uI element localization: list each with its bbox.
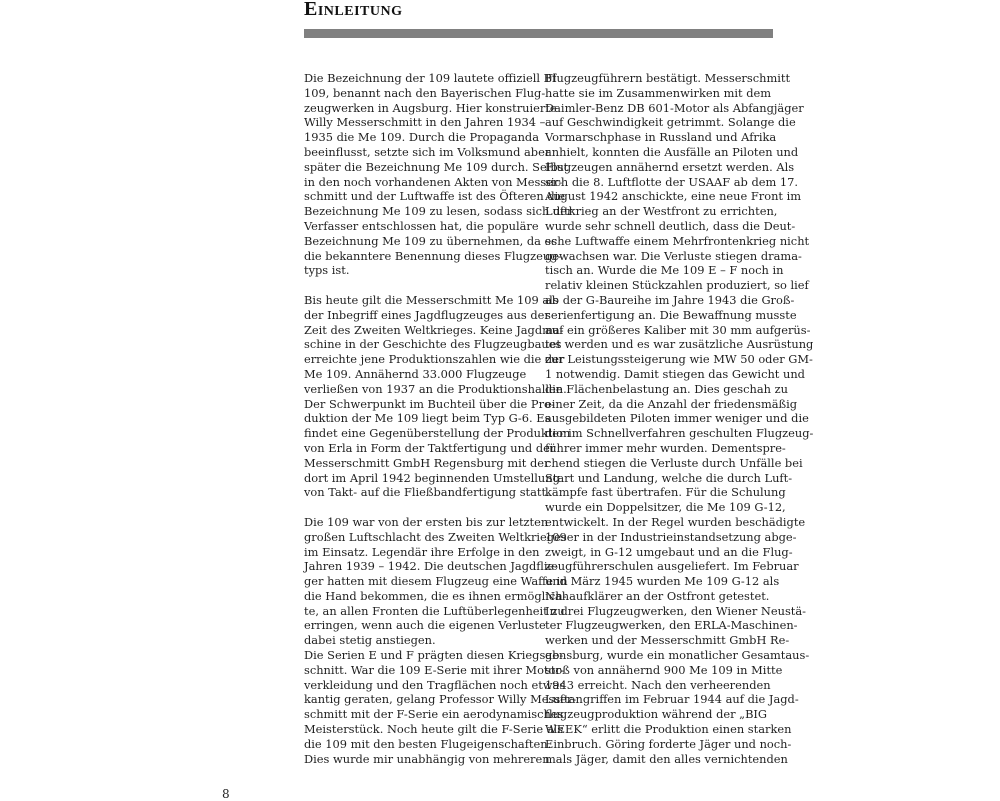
body-text-line: tet werden und es war zusätzliche Ausrüstung	[545, 337, 814, 352]
body-text-line: schmitt mit der F-Serie ein aerodynamisches	[304, 707, 564, 722]
body-text-line: findet eine Gegenüberstellung der Produktion	[304, 426, 571, 441]
body-text-line: dabei stetig anstiegen.	[304, 633, 436, 648]
body-text-line: auf Geschwindigkeit getrimmt. Solange die	[545, 115, 796, 130]
body-text-line: in den noch vorhandenen Akten von Messer-	[304, 174, 563, 189]
body-text-line: Vormarschphase in Russland und Afrika	[545, 130, 777, 145]
body-text-line: Verfasser entschlossen hat, die populäre	[304, 218, 539, 233]
body-text-line: Die 109 war von der ersten bis zur letzten	[304, 514, 549, 529]
text-column-right	[545, 71, 814, 766]
body-text-line: wurde ein Doppelsitzer, die Me 109 G-12,	[545, 500, 786, 515]
body-text-line: August 1942 anschickte, eine neue Front im	[545, 189, 802, 204]
body-text-line: dort im April 1942 beginnenden Umstellung	[304, 470, 560, 485]
body-text-line: Daimler-Benz DB 601-Motor als Abfangjäger	[545, 100, 804, 115]
body-text-line: die bekanntere Benennung dieses Flugzeug-	[304, 248, 562, 263]
body-text-line: Luftkrieg an der Westfront zu errichten,	[545, 204, 778, 219]
body-text-line: im Einsatz. Legendär ihre Erfolge in den	[304, 544, 540, 559]
body-text-line: schmitt und der Luftwaffe ist des Öfteren die	[304, 189, 566, 204]
body-text-line: stoß von annähernd 900 Me 109 in Mitte	[545, 662, 783, 677]
body-text-line: WEEK“ erlitt die Produktion einen starken	[545, 722, 792, 737]
body-text-line: der Inbegriff eines Jagdflugzeuges aus der	[304, 307, 550, 322]
body-text-line: der im Schnellverfahren geschulten Flugzeug-	[545, 426, 814, 441]
body-text-line: 1943 erreicht. Nach den verheerenden	[545, 677, 771, 692]
body-text-line: die Hand bekommen, die es ihnen ermöglich-	[304, 588, 567, 603]
body-text-line: 109er in der Industrieinstandsetzung abge-	[545, 529, 797, 544]
body-text-line: te, an allen Fronten die Luftüberlegenheit zu	[304, 603, 565, 618]
body-text-line: Jahren 1939 – 1942. Die deutschen Jagdflie-	[304, 559, 559, 574]
body-text-line: kantig geraten, gelang Professor Willy Messer-	[304, 692, 577, 707]
body-text-line: gensburg, wurde ein monatlicher Gesamtaus-	[545, 648, 810, 663]
body-text-line: zeugwerken in Augsburg. Hier konstruierte	[304, 100, 557, 115]
body-text-line: serienfertigung an. Die Bewaffnung musste	[545, 307, 797, 322]
body-text-line: die 109 mit den besten Flugeigenschaften.	[304, 736, 552, 751]
body-text-line: Die Serien E und F prägten diesen Kriegsab-	[304, 648, 564, 663]
body-text-line: anhielt, konnten die Ausfälle an Piloten und	[545, 144, 799, 159]
body-text-line: Zeit des Zweiten Weltkrieges. Keine Jagdma-	[304, 322, 564, 337]
body-text-line: Die Bezeichnung der 109 lautete offiziell Bf	[304, 71, 557, 85]
body-text-line: typs ist.	[304, 263, 350, 278]
body-text-line: ter Flugzeugwerken, den ERLA-Maschinen-	[545, 618, 798, 633]
body-text-line: Luftangriffen im Februar 1944 auf die Jagd-	[545, 692, 799, 707]
body-text-line: Bis heute gilt die Messerschmitt Me 109 als	[304, 292, 559, 307]
body-text-line: kämpfe fast übertrafen. Für die Schulung	[545, 485, 786, 500]
chapter-heading: Einleitung	[304, 0, 403, 20]
body-text-line: zur Leistungssteigerung wie MW 50 oder GM-	[545, 352, 813, 367]
body-text-line: verließen von 1937 an die Produktionshallen.	[304, 381, 567, 396]
text-column-left	[304, 71, 577, 766]
body-text-line: großen Luftschlacht des Zweiten Weltkrieges	[304, 529, 567, 544]
body-text-line: Meisterstück. Noch heute gilt die F-Serie als	[304, 722, 564, 737]
body-text-line: Flugzeugführern bestätigt. Messerschmitt	[545, 71, 791, 85]
body-text-line: einer Zeit, da die Anzahl der friedensmäßig	[545, 396, 798, 411]
body-text-line: zeugführerschulen ausgeliefert. Im Februar	[545, 559, 799, 574]
body-text-line: Me 109. Annähernd 33.000 Flugzeuge	[304, 366, 527, 381]
body-text-line: hatte sie im Zusammenwirken mit dem	[545, 85, 772, 100]
body-text-line: von Erla in Form der Taktfertigung und der	[304, 440, 556, 455]
body-text-line: später die Bezeichnung Me 109 durch. Selbst	[304, 159, 569, 174]
body-text-line: tisch an. Wurde die Me 109 E – F noch in	[545, 263, 784, 278]
body-text-line: verkleidung und den Tragflächen noch etwas	[304, 677, 566, 692]
body-text-line: die Flächenbelastung an. Dies geschah zu	[545, 381, 788, 396]
body-text-line: und März 1945 wurden Me 109 G-12 als	[545, 574, 780, 589]
body-text-line: wurde sehr schnell deutlich, dass die Deut-	[545, 218, 796, 233]
body-text-line: entwickelt. In der Regel wurden beschädigte	[545, 514, 806, 529]
body-text-line: führer immer mehr wurden. Dementspre-	[545, 440, 786, 455]
body-text-line: ger hatten mit diesem Flugzeug eine Waffe in	[304, 574, 568, 589]
body-text-line: Dies wurde mir unabhängig von mehreren	[304, 751, 550, 766]
body-text-line: chend stiegen die Verluste durch Unfälle bei	[545, 455, 803, 470]
paragraph-gap	[304, 278, 536, 293]
body-text-line: In drei Flugzeugwerken, den Wiener Neustä-	[545, 603, 807, 618]
body-text-line: erreichte jene Produktionszahlen wie die der	[304, 352, 565, 367]
body-text-line: duktion der Me 109 liegt beim Typ G-6. Es	[304, 411, 551, 426]
body-text-line: Bezeichnung Me 109 zu lesen, sodass sich der	[304, 204, 573, 219]
body-text-line: sche Luftwaffe einem Mehrfrontenkrieg nicht	[545, 233, 810, 248]
body-text-line: erringen, wenn auch die eigenen Verluste	[304, 618, 546, 633]
body-text-line: Einbruch. Göring forderte Jäger und noch-	[545, 736, 792, 751]
body-text-line: zweigt, in G-12 umgebaut und an die Flug-	[545, 544, 793, 559]
body-text-line: ab der G-Baureihe im Jahre 1943 die Groß-	[545, 292, 795, 307]
paragraph-gap	[304, 500, 536, 515]
body-text-line: Bezeichnung Me 109 zu übernehmen, da es	[304, 233, 558, 248]
body-text-line: Nahaufklärer an der Ostfront getestet.	[545, 588, 770, 603]
body-text-line: Flugzeugen annähernd ersetzt werden. Als	[545, 159, 795, 174]
body-text-line: von Takt- auf die Fließbandfertigung statt.	[304, 485, 550, 500]
body-text-line: Willy Messerschmitt in den Jahren 1934 –	[304, 115, 546, 130]
body-text-line: gewachsen war. Die Verluste stiegen drama-	[545, 248, 802, 263]
body-text-line: sich die 8. Luftflotte der USAAF ab dem 17.	[545, 174, 799, 189]
body-text-line: schnitt. War die 109 E-Serie mit ihrer Motor-	[304, 662, 565, 677]
heading-rule	[304, 29, 773, 38]
body-text-line: 1935 die Me 109. Durch die Propaganda	[304, 130, 540, 145]
body-text-line: schine in der Geschichte des Flugzeugbaues	[304, 337, 562, 352]
page-number: 8	[222, 787, 230, 801]
body-text-line: Messerschmitt GmbH Regensburg mit der	[304, 455, 550, 470]
body-text-line: flugzeugproduktion während der „BIG	[545, 707, 768, 722]
body-text-line: werken und der Messerschmitt GmbH Re-	[545, 633, 790, 648]
body-text-line: Start und Landung, welche die durch Luft-	[545, 470, 793, 485]
body-text-line: beeinflusst, setzte sich im Volksmund aber	[304, 144, 551, 159]
body-text-line: auf ein größeres Kaliber mit 30 mm aufgerüs-	[545, 322, 811, 337]
body-text-line: 109, benannt nach den Bayerischen Flug-	[304, 85, 546, 100]
body-text-line: ausgebildeten Piloten immer weniger und die	[545, 411, 809, 426]
body-text-line: relativ kleinen Stückzahlen produziert, so lief	[545, 278, 809, 293]
body-text-line: mals Jäger, damit den alles vernichtenden	[545, 751, 788, 766]
body-text-line: Der Schwerpunkt im Buchteil über die Pro-	[304, 396, 555, 411]
body-text-line: 1 notwendig. Damit stiegen das Gewicht und	[545, 366, 805, 381]
